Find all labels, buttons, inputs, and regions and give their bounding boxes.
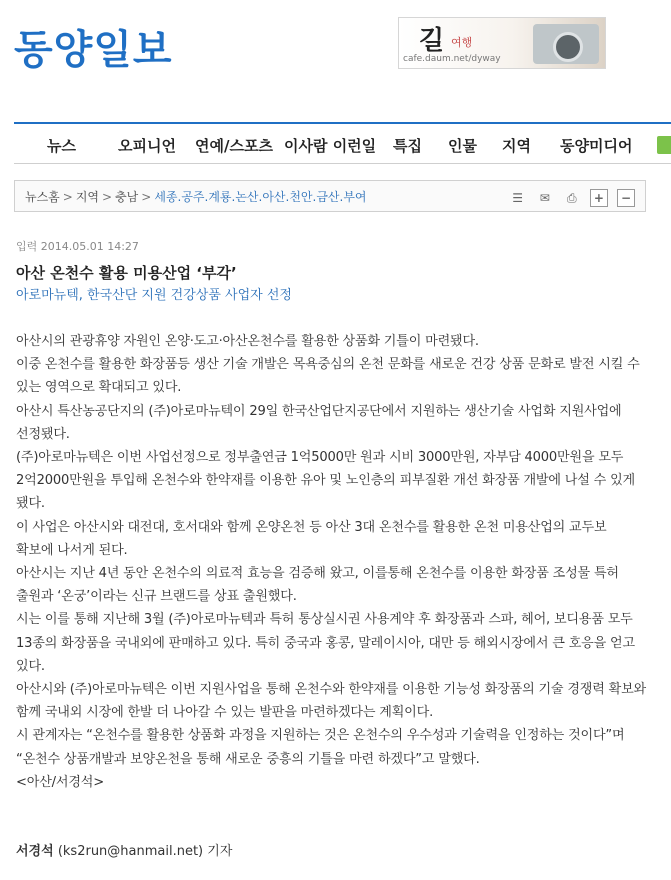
article-paragraph: <아산/서경석> xyxy=(16,774,104,790)
main-nav xyxy=(14,122,671,164)
breadcrumb-home[interactable]: 뉴스홈 xyxy=(25,190,60,204)
breadcrumb xyxy=(25,188,367,205)
breadcrumb-separator: > xyxy=(102,190,113,204)
article-paragraph: 아산시의 관광휴양 자원인 온양·도고·아산온천수를 활용한 상품화 기틀이 마련됐다. xyxy=(16,334,479,349)
breadcrumb-area[interactable]: 세종.공주.계룡.논산.아산.천안.금산.부여 xyxy=(154,190,367,204)
article-subtitle: 아로마뉴텍, 한국산단 지원 건강상품 사업자 선정 xyxy=(16,288,292,303)
nav-item-special[interactable]: 특집 xyxy=(393,137,422,155)
breadcrumb-province[interactable]: 충남 xyxy=(115,190,139,204)
nav-item-entertainment[interactable]: 연예/스포츠 xyxy=(195,137,273,155)
nav-scroll-tab[interactable] xyxy=(657,136,671,154)
print-icon[interactable]: ⎙ xyxy=(567,191,577,205)
ad-subtitle: 여행 xyxy=(451,36,473,49)
ad-url: cafe.daum.net/dyway xyxy=(403,54,501,64)
list-icon[interactable]: ☰ xyxy=(512,191,523,205)
nav-item-region[interactable]: 지역 xyxy=(502,137,531,155)
breadcrumb-separator: > xyxy=(62,190,73,204)
breadcrumb-region[interactable]: 지역 xyxy=(75,190,100,204)
font-size-decrease-button[interactable]: − xyxy=(617,189,635,207)
article-paragraph: 시 관계자는 “온천수를 활용한 상품화 과정을 지원하는 것은 온천수의 우수성과 기술력을 인정하는 것이다”며 “온천수 상품개발과 보양온천을 통해 새로운 중흥의 기틀을 마련 하겠다”고 말했다. xyxy=(16,728,625,767)
article-paragraph: (주)아로마뉴텍은 이번 사업선정으로 정부출연금 1억5000만 원과 시비 3000만원, 자부담 4000만원을 모두 2억2000만원을 투입해 온천수와 한약재를 이용한 유아 및 노인층의 피부질환 개선 화장품 개발에 나설 수 있게 됐다. xyxy=(16,450,635,512)
article-paragraph: 이중 온천수를 활용한 화장품등 생산 기술 개발은 목욕중심의 온천 문화를 새로운 건강 상품 문화로 발전 시킬 수 있는 영역으로 확대되고 있다. xyxy=(16,357,640,396)
ad-title: 길 xyxy=(419,26,445,56)
camera-icon xyxy=(533,24,599,64)
ad-banner[interactable] xyxy=(398,17,606,69)
article-body xyxy=(16,330,646,794)
email-icon[interactable]: ✉ xyxy=(539,191,550,205)
article-title: 아산 온천수 활용 미용산업 ‘부각’ xyxy=(16,264,237,282)
breadcrumb-separator: > xyxy=(141,190,152,204)
font-size-increase-button[interactable]: + xyxy=(590,189,608,207)
byline xyxy=(16,840,232,859)
site-logo[interactable]: 동양일보 xyxy=(14,27,173,73)
article-paragraph: 아산시와 (주)아로마뉴텍은 이번 지원사업을 통해 온천수와 한약재를 이용한 기능성 화장품의 기술 경쟁력 확보와 함께 국내외 시장에 한발 더 나아갈 수 있는 발판을 마련하겠다는 계획이다. xyxy=(16,682,646,721)
article-paragraph: 이 사업은 아산시와 대전대, 호서대와 함께 온양온천 등 아산 3대 온천수를 활용한 온천 미용산업의 교두보 확보에 나서게 된다. xyxy=(16,519,607,558)
nav-item-people[interactable]: 인물 xyxy=(448,137,477,155)
nav-item-opinion[interactable]: 오피니언 xyxy=(118,137,176,155)
nav-item-people-events[interactable]: 이사람 이런일 xyxy=(284,137,377,155)
breadcrumb-bar xyxy=(14,180,646,212)
article-tools xyxy=(505,187,635,205)
reporter-name: 서경석 xyxy=(16,844,54,859)
nav-item-news[interactable]: 뉴스 xyxy=(47,137,76,155)
article-paragraph: 시는 이를 통해 지난해 3월 (주)아로마뉴텍과 특허 통상실시권 사용계약 후 화장품과 스파, 헤어, 보디용품 모두 13종의 화장품을 국내외에 판매하고 있다. 특히 중국과 홍콩, 말레이시아, 대만 등 해외시장에서 큰 호응을 얻고 있다. xyxy=(16,612,635,674)
reporter-role: 기자 xyxy=(207,844,233,859)
article-paragraph: 아산시는 지난 4년 동안 온천수의 의료적 효능을 검증해 왔고, 이를통해 온천수를 이용한 화장품 조성물 특허 출원과 ‘온궁’이라는 신규 브랜드를 상표 출원했다. xyxy=(16,566,619,605)
article-date: 입력 2014.05.01 14:27 xyxy=(16,240,139,253)
reporter-email[interactable]: (ks2run@hanmail.net) xyxy=(57,844,204,859)
article-paragraph: 아산시 특산농공단지의 (주)아로마뉴텍이 29일 한국산업단지공단에서 지원하는 생산기술 사업화 지원사업에 선정됐다. xyxy=(16,403,622,442)
nav-item-media[interactable]: 동양미디어 xyxy=(560,137,633,155)
